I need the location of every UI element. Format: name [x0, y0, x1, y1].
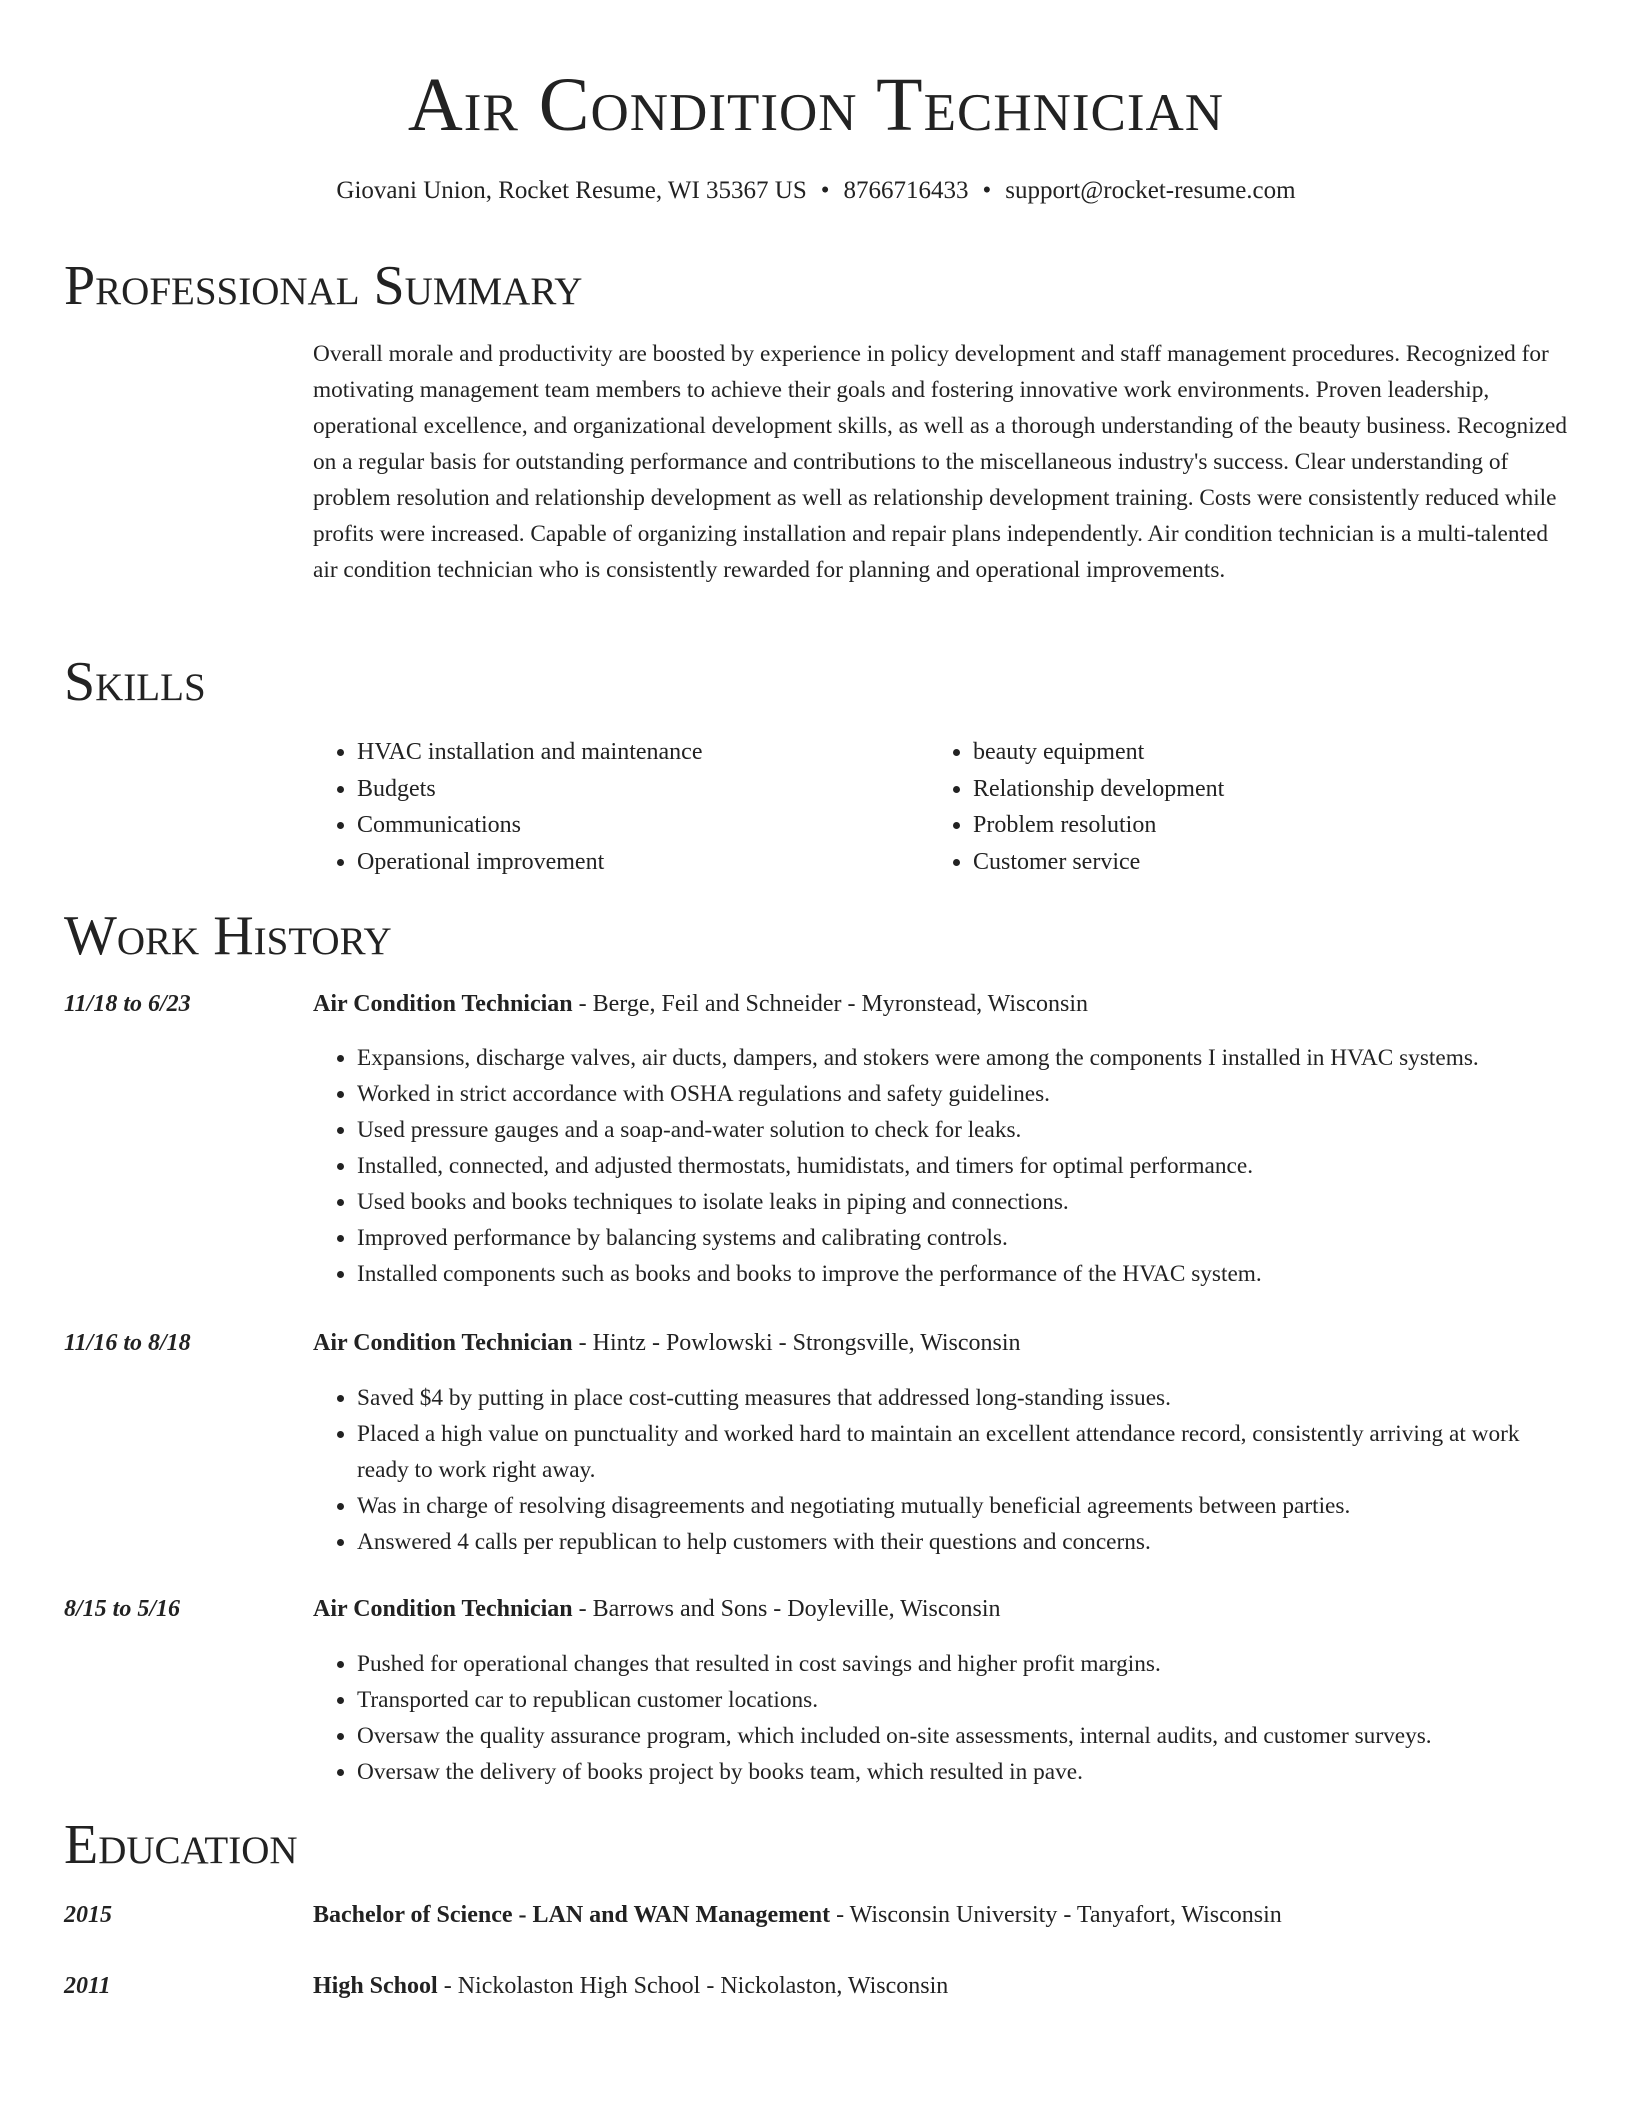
- job-bullet: • Installed components such as books and books to improve the performance of the HVAC system.: [357, 1256, 1568, 1292]
- skill-item: • Budgets: [357, 771, 929, 808]
- job-bullet: • Used books and books techniques to isolate leaks in piping and connections.: [357, 1184, 1568, 1220]
- contact-separator: •: [820, 177, 830, 204]
- job-title: Air Condition Technician: [313, 1596, 573, 1622]
- contact-email: support@rocket-resume.com: [1005, 177, 1296, 204]
- contact-separator: •: [982, 177, 992, 204]
- job-bullet: • Answered 4 calls per republican to help customers with their questions and concerns.: [357, 1524, 1568, 1560]
- job-bullets: [313, 1380, 1568, 1560]
- job-bullet: • Worked in strict accordance with OSHA regulations and safety guidelines.: [357, 1076, 1568, 1112]
- skill-item: • Communications: [357, 807, 929, 844]
- job-bullets: [313, 1646, 1568, 1790]
- job-heading: [313, 1326, 1021, 1360]
- job-bullet: • Was in charge of resolving disagreements and negotiating mutually beneficial agreements between parties.: [357, 1488, 1568, 1524]
- skills-column-right: [929, 734, 1545, 880]
- job-details: - Berge, Feil and Schneider - Myronstead, Wisconsin: [572, 991, 1089, 1017]
- section-summary-header: [64, 256, 1568, 316]
- skill-item: • Relationship development: [973, 771, 1545, 808]
- section-summary-title: Professional Summary: [64, 256, 614, 316]
- job-dates: 11/18 to 6/23: [64, 991, 191, 1017]
- job-bullets: [313, 1040, 1568, 1292]
- section-divider: [64, 680, 1568, 682]
- contact-address: Giovani Union, Rocket Resume, WI 35367 US: [336, 177, 807, 204]
- education-details: - Wisconsin University - Tanyafort, Wisconsin: [830, 1902, 1282, 1928]
- job-dates: 8/15 to 5/16: [64, 1596, 181, 1622]
- job-bullet: • Transported car to republican customer locations.: [357, 1682, 1568, 1718]
- job-bullet: • Oversaw the quality assurance program, which included on-site assessments, internal audits, and customer surveys.: [357, 1718, 1568, 1754]
- job-bullet: • Pushed for operational changes that resulted in cost savings and higher profit margins.: [357, 1646, 1568, 1682]
- education-heading: [313, 1969, 948, 2003]
- job-details: - Hintz - Powlowski - Strongsville, Wisconsin: [572, 1330, 1021, 1356]
- skills-column-left: [313, 734, 929, 880]
- job-bullet: • Improved performance by balancing systems and calibrating controls.: [357, 1220, 1568, 1256]
- education-degree: Bachelor of Science - LAN and WAN Management: [313, 1902, 831, 1928]
- job-bullet: • Expansions, discharge valves, air ducts, dampers, and stokers were among the components I installed in HVAC systems.: [357, 1040, 1568, 1076]
- section-education-header: [64, 1815, 1568, 1875]
- skill-item: • Customer service: [973, 844, 1545, 881]
- section-work-title: Work History: [64, 906, 424, 966]
- education-degree: High School: [313, 1973, 438, 1999]
- resume-title: Air Condition Technician: [407, 63, 1225, 147]
- skill-item: • Problem resolution: [973, 807, 1545, 844]
- job-details: - Barrows and Sons - Doyleville, Wisconsin: [572, 1596, 1001, 1622]
- skill-item: • Operational improvement: [357, 844, 929, 881]
- section-skills-header: [64, 652, 1568, 712]
- job-dates: 11/16 to 8/18: [64, 1330, 191, 1356]
- section-education-title: Education: [64, 1815, 330, 1875]
- job-title: Air Condition Technician: [313, 991, 573, 1017]
- education-year: 2015: [64, 1902, 112, 1928]
- job-heading: [313, 1592, 1001, 1626]
- skill-item: • beauty equipment: [973, 734, 1545, 771]
- section-skills-title: Skills: [64, 652, 238, 712]
- job-bullet: • Installed, connected, and adjusted thermostats, humidistats, and timers for optimal performance.: [357, 1148, 1568, 1184]
- education-details: - Nickolaston High School - Nickolaston, Wisconsin: [437, 1973, 949, 1999]
- contact-phone: 8766716433: [843, 177, 969, 204]
- job-heading: [313, 987, 1088, 1021]
- job-bullet: • Oversaw the delivery of books project by books team, which resulted in pave.: [357, 1754, 1568, 1790]
- job-title: Air Condition Technician: [313, 1330, 573, 1356]
- summary-text: Overall morale and productivity are boosted by experience in policy development and staff management procedures. Recognized for motivating management team members to achieve their goals and fostering innovative work environments. Proven leadership, operational excellence, and organizational development skills, as well as a thorough understanding of the beauty business. Recognized on a regular basis for outstanding performance and contributions to the miscellaneous industry's success. Clear understanding of problem resolution and relationship development as well as relationship development training. Costs were consistently reduced while profits were increased. Capable of organizing installation and repair plans independently. Air condition technician is a multi-talented air condition technician who is consistently rewarded for planning and operational improvements.: [313, 341, 1567, 583]
- job-bullet: • Used pressure gauges and a soap-and-water solution to check for leaks.: [357, 1112, 1568, 1148]
- education-year: 2011: [64, 1973, 111, 1999]
- job-bullet: • Placed a high value on punctuality and worked hard to maintain an excellent attendance record, consistently arriving at work ready to work right away.: [357, 1416, 1568, 1488]
- skill-item: • HVAC installation and maintenance: [357, 734, 929, 771]
- section-work-header: [64, 906, 1568, 966]
- skills-list: [313, 734, 1567, 880]
- contact-line: [0, 174, 1632, 208]
- education-heading: [313, 1898, 1282, 1932]
- job-bullet: • Saved $4 by putting in place cost-cutting measures that addressed long-standing issues.: [357, 1380, 1568, 1416]
